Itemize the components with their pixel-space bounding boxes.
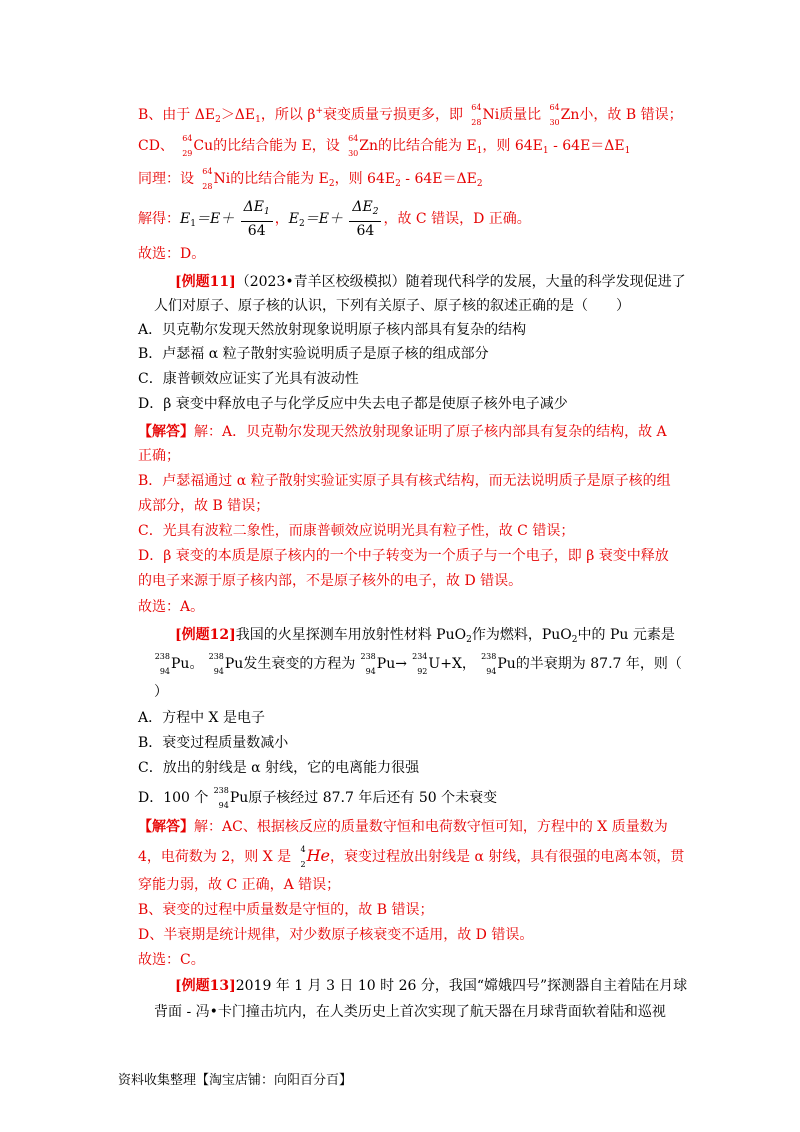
- q12-answer-line5: D、半衰期是统计规律，对少数原子核衰变不适用，故 D 错误。: [138, 927, 534, 943]
- answer-prev: 故选：D。: [138, 246, 206, 262]
- nuclide-u: 234 92: [412, 652, 428, 676]
- q12-stem-line3: ）: [154, 684, 168, 700]
- q12-answer: 故选：C。: [138, 952, 205, 968]
- nuclide-pu-5: 238 94: [213, 786, 229, 810]
- q11-option-b: B．卢瑟福 α 粒子散射实验说明质子是原子核的组成部分: [138, 346, 489, 362]
- q11-option-d: D．β 衰变中释放电子与化学反应中失去电子都是使原子核外电子减少: [138, 396, 568, 412]
- q12-tag: [例题12]: [175, 627, 236, 643]
- q11-stem-line2: 人们对原子、原子核的认识，下列有关原子、原子核的叙述正确的是（ ）: [154, 298, 630, 314]
- q11-answer-line1: 【解答】解：A．贝克勒尔发现天然放射现象证明了原子核内部具有复杂的结构，故 A: [138, 424, 667, 440]
- q13-stem-line1: [例题13]2019 年 1 月 3 日 10 时 26 分，我国“嫦娥四号”探测器自主着陆在月球: [175, 978, 688, 994]
- nuclide-pu: 238 94: [154, 652, 170, 676]
- q11-answer: 故选：A。: [138, 599, 205, 615]
- nuclide-ni: 64 28: [471, 103, 482, 127]
- q11-answer-line3: B．卢瑟福通过 α 粒子散射实验证实原子具有核式结构，而无法说明质子是原子核的组: [138, 473, 671, 489]
- nuclide-zn-2: 64 30: [348, 134, 359, 158]
- solution-formula-line: 解得：$E_1=E+$ $\frac{\Delta E_1}{64}$ ，$E_2=E+$ $\frac{\Delta E_2}{64}$ ，故 C 错误，D 正确。: [138, 199, 531, 239]
- q12-option-c: C．放出的射线是 α 射线，它的电离能力很强: [138, 760, 420, 776]
- q13-stem-line2: 背面 - 冯•卡门撞击坑内，在人类历史上首次实现了航天器在月球背面软着陆和巡视: [154, 1004, 666, 1020]
- q11-tag: [例题11]: [175, 274, 236, 290]
- nuclide-pu-4: 238 94: [481, 652, 497, 676]
- q12-stem-line2: 238 94 Pu。 238 94 Pu发生衰变的方程为 238 94 Pu→ 234 92 U+X， 238 94 Pu的半衰期为 87.7 年，则（: [154, 652, 682, 676]
- solution-similar-line: 同理：设 64 28 Ni的比结合能为 $E_2$，则 $64E_2 - 64E=\Delta E_2$: [138, 167, 483, 191]
- nuclide-pu-3: 238 94: [360, 652, 376, 676]
- q11-option-a: A．贝克勒尔发现天然放射现象说明原子核内部具有复杂的结构: [138, 322, 527, 338]
- solution-b-line: B、由于 $\Delta E_2>\Delta E_1$，所以 β+衰变质量亏损更多，即 64 28 Ni质量比 64 30 Zn小，故 B 错误；: [138, 103, 683, 127]
- q11-answer-line6: D．β 衰变的本质是原子核内的一个中子转变为一个质子与一个电子，即 β 衰变中释放: [138, 548, 669, 564]
- q12-stem-line1: [例题12]我国的火星探测车用放射性材料 PuO$_2$作为燃料，PuO$_2$中的 Pu 元素是: [175, 627, 675, 645]
- q11-answer-line5: C．光具有波粒二象性，而康普顿效应说明光具有粒子性，故 C 错误；: [138, 523, 575, 539]
- q12-answer-tag: 【解答】: [138, 819, 194, 835]
- q11-answer-tag: 【解答】: [138, 424, 194, 440]
- solution-cd-line: CD、 64 29 Cu的比结合能为 E，设 64 30 Zn的比结合能为 $E_1$，则 $64E_1 - 64E=\Delta E_1$: [138, 134, 631, 158]
- nuclide-ni-2: 64 28: [202, 167, 213, 191]
- q12-answer-line3: 穿能力弱，故 C 正确，A 错误；: [138, 877, 341, 893]
- q12-answer-line2: 4，电荷数为 2，则 X 是 4 2 He，衰变过程放出射线是 α 射线，具有很强的电离本领，贯: [138, 845, 685, 869]
- nuclide-pu-2: 238 94: [208, 652, 224, 676]
- q12-option-b: B．衰变过程质量数减小: [138, 735, 289, 751]
- q12-option-d: D．100 个 238 94 Pu原子核经过 87.7 年后还有 50 个未衰变: [138, 786, 498, 810]
- nuclide-he: 4 2: [300, 845, 306, 869]
- nuclide-cu: 64 29: [182, 134, 193, 158]
- fraction-e2: $\frac{\Delta E_2}{64}$: [349, 198, 381, 240]
- q11-option-c: C．康普顿效应证实了光具有波动性: [138, 371, 359, 387]
- nuclide-zn: 64 30: [549, 103, 560, 127]
- fraction-e1: $\frac{\Delta E_1}{64}$: [241, 198, 273, 240]
- q11-answer-line4: 成部分，故 B 错误；: [138, 498, 270, 514]
- q11-stem-line1: [例题11]（2023•青羊区校级模拟）随着现代科学的发展，大量的科学发现促进了: [175, 274, 686, 290]
- q11-answer-line7: 的电子来源于原子核内部，不是原子核外的电子，故 D 错误。: [138, 573, 523, 589]
- q12-answer-line4: B、衰变的过程中质量数是守恒的，故 B 错误；: [138, 902, 434, 918]
- q11-answer-line2: 正确；: [138, 448, 180, 464]
- q12-answer-line1: 【解答】解：AC、根据核反应的质量数守恒和电荷数守恒可知，方程中的 X 质量数为: [138, 819, 668, 835]
- q12-option-a: A．方程中 X 是电子: [138, 710, 265, 726]
- page-footer: 资料收集整理【淘宝店铺：向阳百分百】: [118, 1073, 353, 1088]
- q13-tag: [例题13]: [175, 978, 236, 994]
